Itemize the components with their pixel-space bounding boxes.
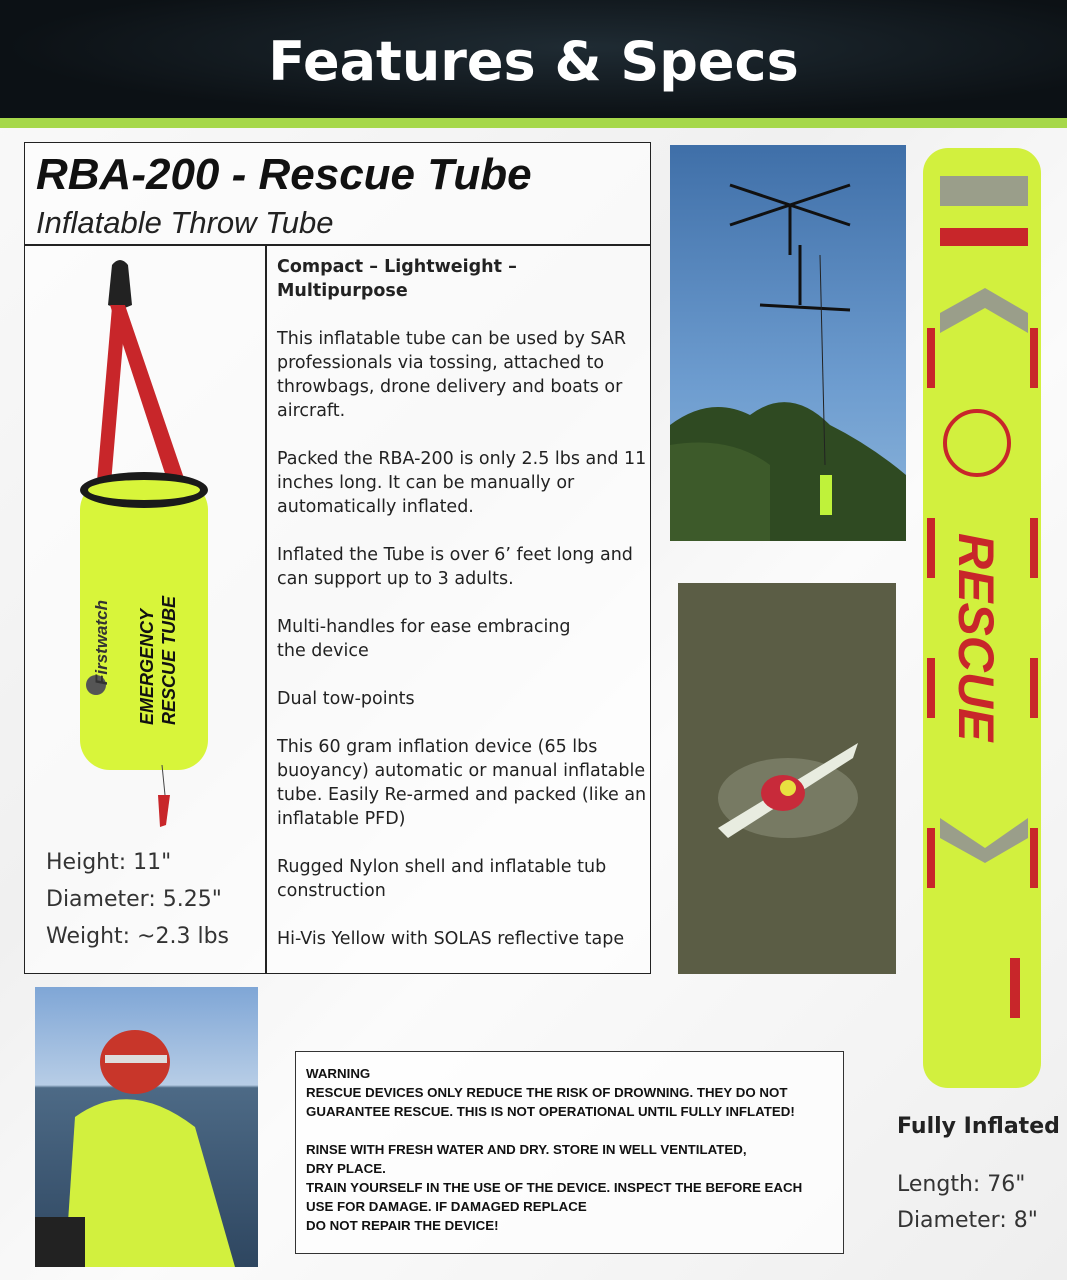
packed-bag-image [70, 255, 230, 835]
product-subtitle: Inflatable Throw Tube [36, 205, 334, 240]
divider [265, 245, 267, 974]
warning-text: RINSE WITH FRESH WATER AND DRY. STORE IN WELL VENTILATED, DRY PLACE. [306, 1142, 747, 1176]
drone-delivery-photo [670, 145, 906, 541]
bag-label-line: EMERGENCY [137, 608, 157, 725]
water-rescue-photo [678, 583, 896, 974]
inflated-diameter: Diameter: 8" [897, 1208, 1038, 1233]
feature-item: Hi-Vis Yellow with SOLAS reflective tape [277, 929, 625, 949]
features-list [277, 255, 647, 975]
warning-text: TRAIN YOURSELF IN THE USE OF THE DEVICE. INSPECT THE BEFORE EACH USE FOR DAMAGE. IF DAMAGED REPLACE [306, 1180, 803, 1214]
warning-title: WARNING [306, 1066, 371, 1081]
page-title: Features & Specs [268, 30, 799, 93]
spec-height: Height: 11" [46, 850, 172, 875]
feature-item: This inflatable tube can be used by SAR professionals via tossing, attached to throwbags, drone delivery and boats or aircraft. [277, 329, 626, 421]
feature-item: Dual tow-points [277, 689, 415, 709]
inflated-tube-image [915, 148, 1050, 1093]
feature-item: Packed the RBA-200 is only 2.5 lbs and 11 inches long. It can be manually or automatically inflated. [277, 449, 647, 517]
feature-item: Inflated the Tube is over 6’ feet long and can support up to 3 adults. [277, 545, 633, 589]
inflated-heading: Fully Inflated [897, 1114, 1060, 1139]
spec-diameter: Diameter: 5.25" [46, 887, 222, 912]
page-header [0, 0, 1067, 118]
features-heading: Compact – Lightweight – Multipurpose [277, 257, 517, 301]
warning-box [295, 1051, 844, 1254]
bag-label-line: RESCUE TUBE [159, 595, 179, 725]
warning-text: RESCUE DEVICES ONLY REDUCE THE RISK OF DROWNING. THEY DO NOT GUARANTEE RESCUE. THIS IS NOT OPERATIONAL UNTIL FULLY INFLATED! [306, 1085, 795, 1119]
divider [24, 244, 651, 246]
bag-brand: Firstwatch [92, 599, 111, 685]
warning-text: DO NOT REPAIR THE DEVICE! [306, 1218, 499, 1233]
rescuer-photo [35, 987, 258, 1267]
bag-label [136, 596, 180, 725]
feature-item: Rugged Nylon shell and inflatable tub construction [277, 857, 607, 901]
feature-item: Multi-handles for ease embracing the device [277, 617, 571, 661]
spec-weight: Weight: ~2.3 lbs [46, 924, 230, 949]
accent-divider [0, 118, 1067, 128]
feature-item: This 60 gram inflation device (65 lbs buoyancy) automatic or manual inflatable tube. Easily Re-armed and packed (like an inflatable PFD) [277, 737, 647, 829]
product-name: RBA-200 - Rescue Tube [36, 150, 532, 199]
tube-label: RESCUE [948, 533, 1004, 742]
inflated-length: Length: 76" [897, 1172, 1026, 1197]
